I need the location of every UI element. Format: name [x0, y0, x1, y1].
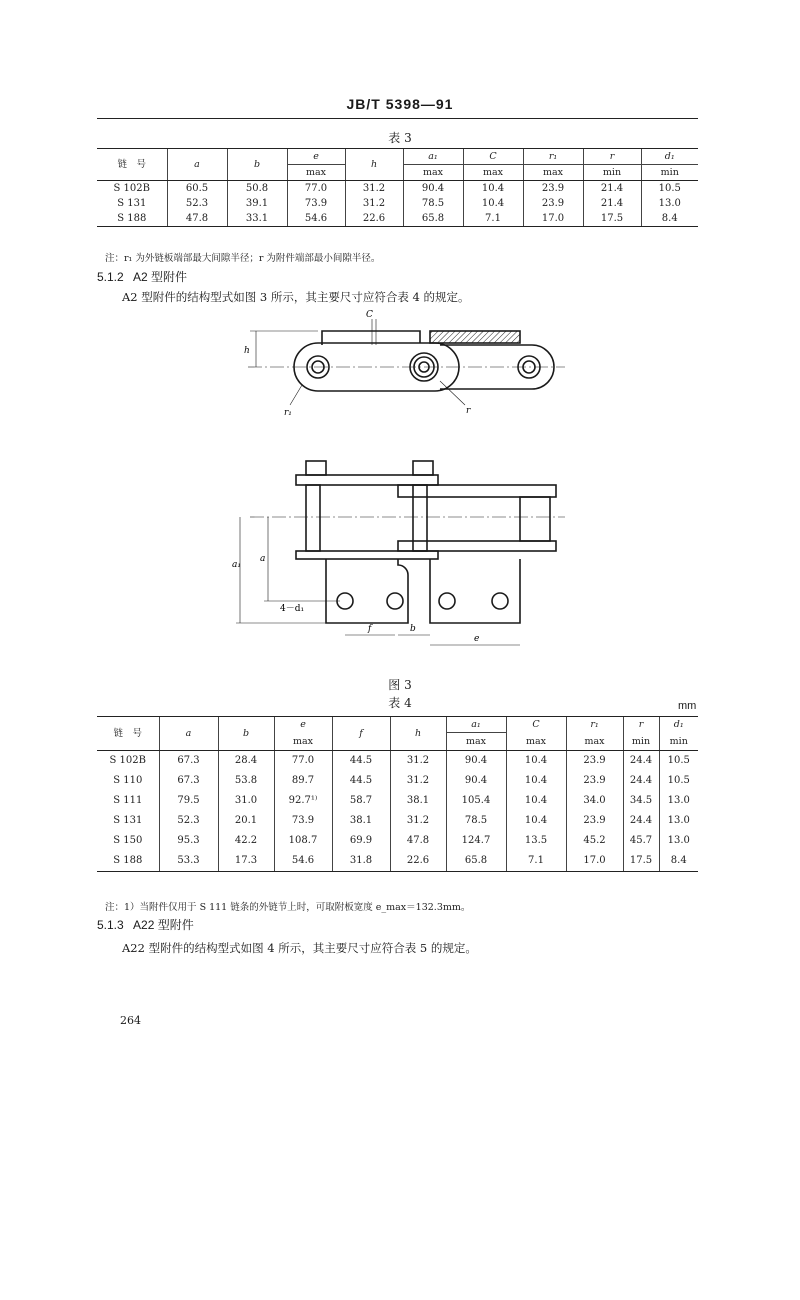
table3-cell: 7.1 [463, 211, 523, 227]
table4-row [97, 750, 698, 771]
table4-cell: 54.6 [274, 851, 332, 872]
section-513-text: A22 型附件的结构型式如图 4 所示，其主要尺寸应符合表 5 的规定。 [122, 941, 477, 955]
table4-cell: 20.1 [218, 811, 274, 831]
section-512-heading [97, 268, 187, 285]
table3 [97, 148, 698, 227]
table4-cell: 53.3 [159, 851, 218, 872]
table3-cell: 10.5 [641, 181, 698, 197]
table4-head-a1-sub: max [446, 733, 506, 751]
page-header: JB/T 5398—91 [346, 96, 454, 112]
table4-cell: 42.2 [218, 831, 274, 851]
table4-row [97, 791, 698, 811]
table3-cell: 73.9 [287, 196, 345, 211]
table3-cell: 10.4 [463, 196, 523, 211]
table3-cell: 31.2 [345, 196, 403, 211]
table4-cell: 10.4 [506, 791, 566, 811]
table4-cell: 58.7 [332, 791, 390, 811]
table4-cell: 23.9 [566, 771, 623, 791]
table3-head-r1: r₁ [523, 149, 583, 165]
table4-head-r1-sub: max [566, 733, 623, 751]
table4-head-d1: d₁ [659, 717, 698, 733]
table3-cell: 77.0 [287, 181, 345, 197]
table3-head-chain-no: 链 号 [97, 149, 167, 181]
table4-cell: 24.4 [623, 750, 659, 771]
table3-head-a1-sub: max [403, 165, 463, 181]
table4-body [97, 750, 698, 871]
figure3-label-b: b [410, 624, 416, 634]
figure3-caption: 图 3 [388, 678, 412, 692]
table3-cell: 60.5 [167, 181, 227, 197]
table4-cell: 95.3 [159, 831, 218, 851]
table4-cell: 31.2 [390, 750, 446, 771]
table4-head-d1-sub: min [659, 733, 698, 751]
table3-head-e: e [287, 149, 345, 165]
table4-cell: 31.0 [218, 791, 274, 811]
table3-cell: 17.0 [523, 211, 583, 227]
section-513-heading [97, 916, 194, 933]
table3-header-row-1 [97, 149, 698, 165]
table4-head-f: f [332, 717, 390, 751]
table4-caption: 表 4 [388, 696, 412, 710]
table4-head-c-sub: max [506, 733, 566, 751]
table3-head-d1-sub: min [641, 165, 698, 181]
table3-cell: S 102B [113, 183, 150, 194]
table3-cell: 23.9 [523, 196, 583, 211]
table4-cell: 17.0 [566, 851, 623, 872]
table4-cell: 13.0 [659, 811, 698, 831]
table3-cell: 21.4 [583, 181, 641, 197]
table4-cell: 13.0 [659, 831, 698, 851]
table4-cell: 10.4 [506, 750, 566, 771]
table4-cell: 45.7 [623, 831, 659, 851]
figure3-label-h: h [244, 346, 250, 356]
table4-head-r: r [623, 717, 659, 733]
table4-cell: S 131 [113, 815, 143, 826]
table4-head-b: b [218, 717, 274, 751]
figure3-label-r: r [466, 406, 471, 416]
table4-cell: 92.7¹⁾ [274, 791, 332, 811]
table4-cell: S 110 [113, 775, 143, 786]
table3-cell: 65.8 [403, 211, 463, 227]
table3-head-b: b [227, 149, 287, 181]
figure3-label-a: a [260, 554, 266, 564]
table4-cell: 90.4 [446, 771, 506, 791]
table4-row [97, 851, 698, 872]
table4-cell: 53.8 [218, 771, 274, 791]
section-512-text: A2 型附件的结构型式如图 3 所示，其主要尺寸应符合表 4 的规定。 [122, 290, 470, 304]
table3-cell: 22.6 [345, 211, 403, 227]
table4-cell: 44.5 [332, 750, 390, 771]
table3-head-e-sub: max [287, 165, 345, 181]
table4-cell: 7.1 [506, 851, 566, 872]
table3-cell: 23.9 [523, 181, 583, 197]
figure3-label-holes: 4－d₁ [280, 604, 305, 614]
figure3-top-view [236, 461, 565, 645]
table4 [97, 716, 698, 872]
table3-head-c: C [463, 149, 523, 165]
table4-cell: 105.4 [446, 791, 506, 811]
figure3-label-r1: r₁ [284, 408, 292, 418]
table3-row [97, 211, 698, 227]
table4-cell: 90.4 [446, 750, 506, 771]
figure3-label-a1: a₁ [232, 560, 241, 570]
table4-cell: 31.2 [390, 771, 446, 791]
table3-head-a: a [167, 149, 227, 181]
table3-head-r: r [583, 149, 641, 165]
table3-head-h: h [345, 149, 403, 181]
table4-cell: 17.5 [623, 851, 659, 872]
table3-cell: 17.5 [583, 211, 641, 227]
table3-head-r-sub: min [583, 165, 641, 181]
table4-cell: 69.9 [332, 831, 390, 851]
figure3-label-f: f [368, 624, 372, 634]
table4-cell: 38.1 [390, 791, 446, 811]
table3-row [97, 181, 698, 197]
table4-cell: 45.2 [566, 831, 623, 851]
table3-cell: S 188 [97, 211, 167, 227]
table3-row [97, 196, 698, 211]
table4-row [97, 811, 698, 831]
table4-head-h: h [390, 717, 446, 751]
table4-cell: 73.9 [274, 811, 332, 831]
table3-cell: 90.4 [403, 181, 463, 197]
table3-cell: 47.8 [167, 211, 227, 227]
table4-cell: 31.2 [390, 811, 446, 831]
table4-cell: 23.9 [566, 750, 623, 771]
table4-head-r1: r₁ [566, 717, 623, 733]
section-512-number: 5.1.2 [97, 270, 124, 284]
table3-head-a1: a₁ [403, 149, 463, 165]
table4-cell: 89.7 [274, 771, 332, 791]
table4-head-c: C [506, 717, 566, 733]
figure3-label-e: e [474, 634, 480, 644]
table4-cell: 8.4 [659, 851, 698, 872]
table4-cell: 10.5 [659, 771, 698, 791]
table4-cell: 13.0 [659, 791, 698, 811]
table4-cell: 31.8 [332, 851, 390, 872]
table3-note: 注：r₁ 为外链板端部最大间隙半径；r 为附件端部最小间隙半径。 [105, 253, 381, 264]
table4-cell: 47.8 [390, 831, 446, 851]
table4-cell: 78.5 [446, 811, 506, 831]
table3-cell: 33.1 [227, 211, 287, 227]
table4-cell: S 111 [113, 795, 143, 806]
table4-cell: 13.5 [506, 831, 566, 851]
table3-cell: 39.1 [227, 196, 287, 211]
table4-cell: 10.5 [659, 750, 698, 771]
section-512-title: A2 型附件 [133, 270, 188, 284]
table3-cell: 52.3 [167, 196, 227, 211]
section-513-title: A22 型附件 [133, 918, 194, 932]
table4-cell: 24.4 [623, 811, 659, 831]
table4-cell: 38.1 [332, 811, 390, 831]
table4-cell: 124.7 [446, 831, 506, 851]
table3-cell: 13.0 [641, 196, 698, 211]
table4-cell: 17.3 [218, 851, 274, 872]
table3-cell: 54.6 [287, 211, 345, 227]
table3-cell: 78.5 [403, 196, 463, 211]
table4-cell: 10.4 [506, 771, 566, 791]
table4-cell: 67.3 [159, 750, 218, 771]
table4-cell: S 188 [97, 851, 159, 872]
table4-cell: 28.4 [218, 750, 274, 771]
table4-cell: 67.3 [159, 771, 218, 791]
table3-body [97, 181, 698, 227]
table3-cell: 31.2 [345, 181, 403, 197]
table4-cell: 108.7 [274, 831, 332, 851]
table3-cell: 50.8 [227, 181, 287, 197]
table3-cell: S 131 [117, 198, 147, 209]
table4-head-chain-no: 链 号 [97, 717, 159, 751]
page-number: 264 [120, 1014, 141, 1027]
figure3-drawing [0, 305, 800, 675]
table4-cell: 23.9 [566, 811, 623, 831]
table4-cell: S 102B [109, 755, 146, 766]
table4-cell: 34.0 [566, 791, 623, 811]
header-rule [97, 118, 698, 119]
table4-cell: 34.5 [623, 791, 659, 811]
table3-cell: 8.4 [641, 211, 698, 227]
table4-cell: 77.0 [274, 750, 332, 771]
table4-head-a: a [159, 717, 218, 751]
table4-cell: 10.4 [506, 811, 566, 831]
table4-cell: 24.4 [623, 771, 659, 791]
table3-head-r1-sub: max [523, 165, 583, 181]
figure3-side-view [248, 319, 565, 405]
table4-head-e: e [274, 717, 332, 733]
table4-note: 注：1）当附件仅用于 S 111 链条的外链节上时，可取附板宽度 e_max＝132.3mm。 [105, 902, 471, 913]
section-513-number: 5.1.3 [97, 918, 124, 932]
table4-cell: S 150 [113, 835, 143, 846]
table3-head-c-sub: max [463, 165, 523, 181]
table4-row [97, 771, 698, 791]
figure3-label-c: C [366, 310, 373, 320]
table3-cell: 10.4 [463, 181, 523, 197]
table4-row [97, 831, 698, 851]
table3-cell: 21.4 [583, 196, 641, 211]
table4-head-e-sub: max [274, 733, 332, 751]
table4-cell: 44.5 [332, 771, 390, 791]
table4-unit: mm [678, 700, 697, 712]
table4-cell: 52.3 [159, 811, 218, 831]
table4-head-r-sub: min [623, 733, 659, 751]
table3-head-d1: d₁ [641, 149, 698, 165]
table4-header-row-1 [97, 717, 698, 733]
table3-caption: 表 3 [388, 131, 412, 145]
table4-cell: 79.5 [159, 791, 218, 811]
table4-cell: 22.6 [390, 851, 446, 872]
table4-cell: 65.8 [446, 851, 506, 872]
table4-head-a1: a₁ [446, 717, 506, 733]
